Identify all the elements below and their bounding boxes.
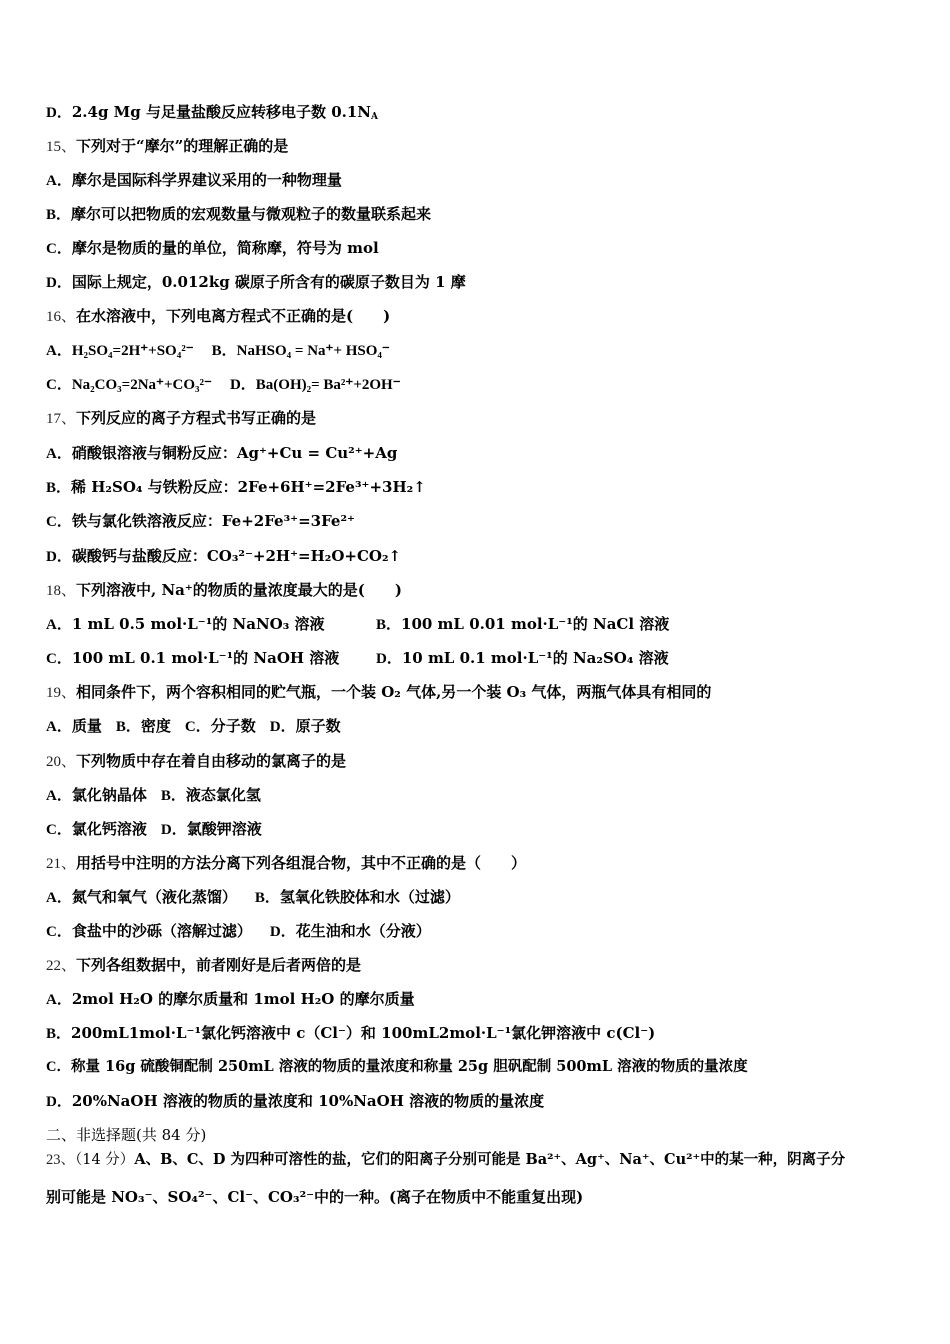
question-number: 15、 [46, 139, 77, 155]
option-label: D． [229, 377, 256, 393]
option-label: B． [160, 788, 186, 804]
option-text: 硝酸银溶液与铜粉反应：Ag⁺+Cu = Cu²⁺+Ag [71, 444, 398, 462]
question-text: 相同条件下，两个容积相同的贮气瓶，一个装 O₂ 气体,另一个装 O₃ 气体，两瓶气体具有相同的 [76, 683, 712, 701]
q18-options-cd [46, 648, 669, 669]
option-label: B． [115, 719, 141, 735]
question-text: 下列各组数据中，前者刚好是后者两倍的是 [76, 956, 362, 974]
option-label: A． [46, 173, 72, 189]
q23-stem-line2 [46, 1187, 583, 1207]
option-text: 国际上规定，0.012kg 碳原子所含有的碳原子数目为 1 摩 [71, 273, 466, 291]
q18-options-ab [46, 614, 669, 635]
q18-stem [46, 580, 402, 601]
q17-option-a [46, 443, 397, 464]
option-text: 10 mL 0.1 mol·L⁻¹的 Na₂SO₄ 溶液 [401, 649, 669, 667]
option-text: 氯酸钾溶液 [186, 820, 262, 838]
option-text: 氢氧化铁胶体和水（过滤） [279, 888, 460, 906]
option-label: D． [46, 1094, 72, 1110]
option-text: 2mol H₂O 的摩尔质量和 1mol H₂O 的摩尔质量 [71, 990, 415, 1008]
option-label: D． [46, 275, 72, 291]
q16-stem [46, 306, 390, 327]
option-label: A． [46, 719, 72, 735]
option-text: Ba(OH)₂= Ba²⁺+2OH⁻ [255, 377, 401, 393]
q22-option-c [46, 1057, 748, 1077]
option-label: C． [46, 377, 72, 393]
section-title: 二、非选择题(共 84 分) [46, 1126, 207, 1144]
q19-stem [46, 682, 711, 703]
q17-option-d [46, 546, 401, 567]
q21-options-ab [46, 887, 460, 908]
question-points: （14 分） [75, 1152, 135, 1168]
option-text: 稀 H₂SO₄ 与铁粉反应：2Fe+6H⁺=2Fe³⁺+3H₂↑ [71, 478, 426, 496]
option-label: B． [46, 207, 72, 223]
q22-stem [46, 955, 361, 976]
option-text: 密度 [140, 717, 171, 735]
option-label: A． [46, 446, 72, 462]
q17-option-c [46, 511, 355, 532]
option-label: D． [160, 822, 187, 838]
option-label: A． [46, 992, 72, 1008]
question-text: 下列对于“摩尔”的理解正确的是 [76, 137, 289, 155]
option-label: B． [254, 890, 280, 906]
option-text: 20%NaOH 溶液的物质的量浓度和 10%NaOH 溶液的物质的量浓度 [71, 1092, 545, 1110]
option-label: C． [46, 822, 72, 838]
option-text: 碳酸钙与盐酸反应：CO₃²⁻+2H⁺=H₂O+CO₂↑ [71, 547, 402, 565]
option-text: Na₂CO₃=2Na⁺+CO₃²⁻ [71, 377, 212, 393]
option-text: H₂SO₄=2H⁺+SO₄²⁻ [71, 343, 194, 359]
option-text: 花生油和水（分液） [295, 922, 431, 940]
q22-option-d [46, 1091, 544, 1112]
option-text: 质量 [71, 717, 102, 735]
option-text: 分子数 [210, 717, 256, 735]
question-number: 21、 [46, 856, 77, 872]
q15-option-c [46, 238, 379, 259]
option-label: B． [211, 343, 237, 359]
option-label: A． [46, 343, 72, 359]
question-text: 用括号中注明的方法分离下列各组混合物，其中不正确的是（ ） [76, 854, 527, 872]
q15-option-b [46, 204, 431, 225]
q20-options-cd [46, 819, 262, 840]
q19-options [46, 716, 341, 737]
option-label: D． [269, 924, 296, 940]
option-label: D． [46, 549, 72, 565]
option-label: C． [46, 1059, 71, 1075]
option-label: B． [376, 617, 402, 633]
q22-option-b [46, 1023, 655, 1044]
option-text: 氮气和氧气（液化蒸馏） [71, 888, 237, 906]
option-label: C． [46, 651, 72, 667]
q20-options-ab [46, 785, 261, 806]
question-number: 16、 [46, 309, 77, 325]
option-text: 食盐中的沙砾（溶解过滤） [71, 922, 252, 940]
option-label: D． [46, 105, 72, 121]
subscript: A [371, 112, 378, 122]
option-text: 100 mL 0.1 mol·L⁻¹的 NaOH 溶液 [71, 649, 340, 667]
question-number: 17、 [46, 411, 77, 427]
q14-option-d [46, 102, 378, 123]
question-number: 18、 [46, 583, 77, 599]
question-text: 下列反应的离子方程式书写正确的是 [76, 409, 317, 427]
question-text: 下列溶液中, Na⁺的物质的量浓度最大的是( ) [76, 581, 403, 599]
q15-stem [46, 136, 288, 157]
option-label: D． [376, 651, 402, 667]
question-text: 在水溶液中，下列电离方程式不正确的是( ) [76, 307, 391, 325]
option-label: A． [46, 788, 72, 804]
option-text: NaHSO₄ = Na⁺+ HSO₄⁻ [236, 343, 390, 359]
question-text: A、B、C、D 为四种可溶性的盐，它们的阳离子分别可能是 Ba²⁺、Ag⁺、Na⁺、Cu²⁺中的某一种，阴离子分 [134, 1151, 846, 1168]
option-label: C． [184, 719, 211, 735]
question-text: 别可能是 NO₃⁻、SO₄²⁻、Cl⁻、CO₃²⁻中的一种。(离子在物质中不能重复出现) [46, 1188, 584, 1206]
option-text: 摩尔可以把物质的宏观数量与微观粒子的数量联系起来 [71, 205, 432, 223]
option-label: C． [46, 241, 72, 257]
option-text: 2.4g Mg 与足量盐酸反应转移电子数 0.1N [71, 103, 371, 121]
option-label: C． [46, 924, 72, 940]
option-text: 铁与氯化铁溶液反应：Fe+2Fe³⁺=3Fe²⁺ [71, 512, 355, 530]
option-text: 摩尔是国际科学界建议采用的一种物理量 [71, 171, 342, 189]
question-number: 22、 [46, 958, 77, 974]
question-number: 23、 [46, 1152, 75, 1168]
option-label: C． [46, 514, 72, 530]
q21-stem [46, 853, 526, 874]
q17-option-b [46, 477, 426, 498]
option-label: D． [269, 719, 296, 735]
q23-stem-line1 [46, 1150, 845, 1170]
q15-option-d [46, 272, 466, 293]
option-text: 摩尔是物质的量的单位，简称摩，符号为 mol [71, 239, 379, 257]
option-label: A． [46, 617, 72, 633]
q22-option-a [46, 989, 415, 1010]
option-label: A． [46, 890, 72, 906]
option-text: 原子数 [295, 717, 341, 735]
option-text: 100 mL 0.01 mol·L⁻¹的 NaCl 溶液 [401, 615, 670, 633]
q20-stem [46, 751, 346, 772]
q17-stem [46, 408, 316, 429]
q15-option-a [46, 170, 342, 191]
option-label: B． [46, 480, 72, 496]
option-text: 称量 16g 硫酸铜配制 250mL 溶液的物质的量浓度和称量 25g 胆矾配制 500mL 溶液的物质的量浓度 [70, 1058, 748, 1075]
question-text: 下列物质中存在着自由移动的氯离子的是 [76, 752, 347, 770]
option-label: B． [46, 1026, 72, 1042]
q16-options-cd [46, 374, 401, 395]
option-text: 1 mL 0.5 mol·L⁻¹的 NaNO₃ 溶液 [71, 615, 325, 633]
question-number: 19、 [46, 685, 77, 701]
q16-options-ab [46, 340, 390, 361]
section-heading [46, 1125, 206, 1145]
option-text: 氯化钙溶液 [71, 820, 147, 838]
option-text: 液态氯化氢 [185, 786, 261, 804]
question-number: 20、 [46, 754, 77, 770]
option-text: 氯化钠晶体 [71, 786, 147, 804]
option-text: 200mL1mol·L⁻¹氯化钙溶液中 c（Cl⁻）和 100mL2mol·L⁻¹氯化钾溶液中 c(Cl⁻) [71, 1024, 656, 1042]
q21-options-cd [46, 921, 431, 942]
